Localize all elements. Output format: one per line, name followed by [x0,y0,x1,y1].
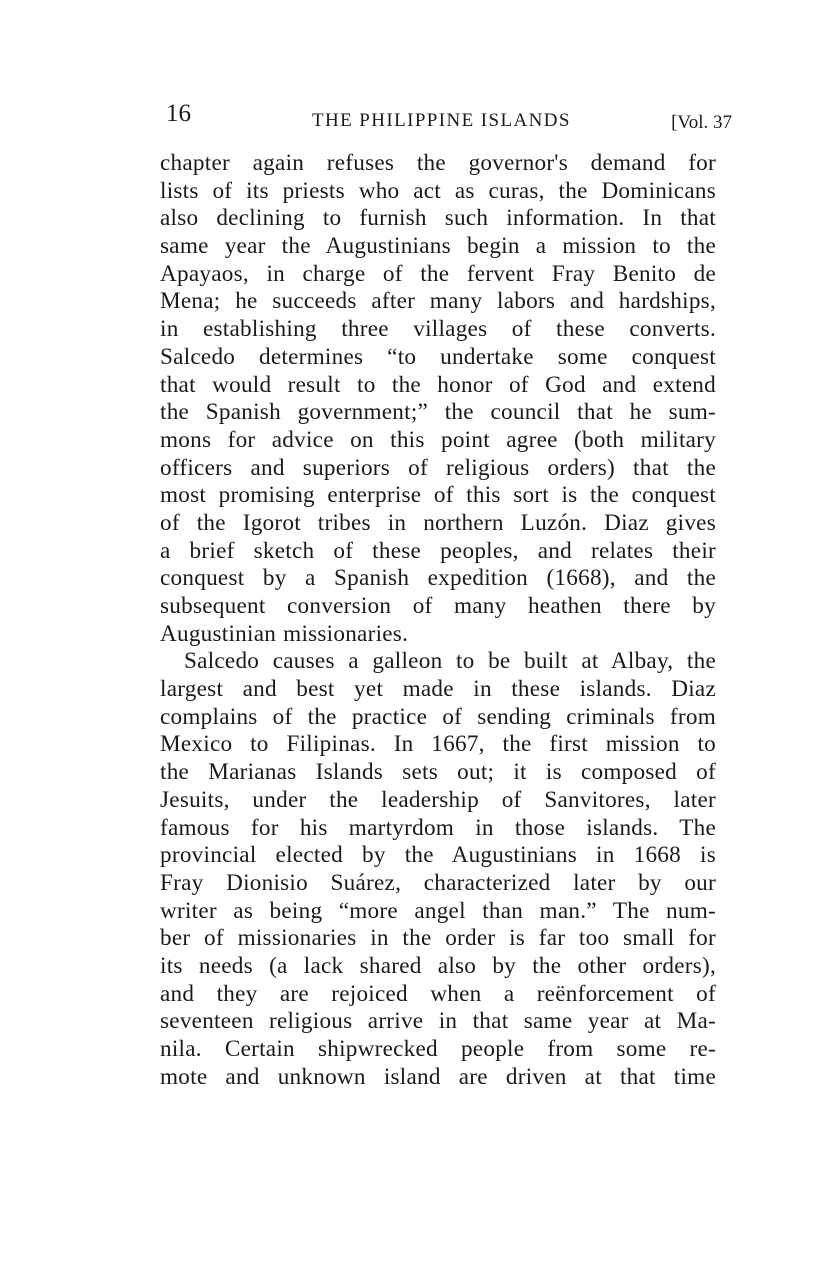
text-line: Augustinian missionaries. [160,620,409,647]
running-header [166,100,732,136]
text-line: a brief sketch of these peoples, and relates their [160,537,716,564]
text-line: most promising enterprise of this sort is the conquest [160,482,716,509]
text-line: ber of missionaries in the order is far too small for [160,925,716,952]
volume-label: [Vol. 37 [671,112,732,133]
text-line: famous for his martyrdom in those islands. The [160,814,716,841]
text-line: in establishing three villages of these converts. [160,316,716,343]
text-line: writer as being “more angel than man.” The num- [160,897,716,924]
text-line: that would result to the honor of God and extend [160,371,716,398]
text-line: mons for advice on this point agree (both military [160,426,716,453]
text-line: Mena; he succeeds after many labors and hardships, [160,288,716,315]
text-line: complains of the practice of sending criminals from [160,703,716,730]
text-line: subsequent conversion of many heathen there by [160,593,716,619]
paragraph-1 [160,150,716,648]
text-line: officers and superiors of religious orders) that the [160,454,716,481]
page-number: 16 [166,100,191,127]
text-line: same year the Augustinians begin a mission to the [160,233,716,260]
text-line: Fray Dionisio Suárez, characterized later by our [160,869,716,896]
text-line: nila. Certain shipwrecked people from some re- [160,1036,716,1062]
text-line: its needs (a lack shared also by the other orders), [160,952,716,979]
text-line: Mexico to Filipinas. In 1667, the first mission to [160,731,716,758]
text-line: mote and unknown island are driven at that time [160,1063,716,1090]
text-line: lists of its priests who act as curas, the Dominicans [160,177,716,204]
text-line: also declining to furnish such information. In that [160,205,716,232]
text-line: provincial elected by the Augustinians in 1668 is [160,842,716,869]
body-text [160,150,716,1091]
text-line: largest and best yet made in these islands. Diaz [160,676,716,703]
text-line: chapter again refuses the governor's demand for [160,150,716,176]
text-line: Jesuits, under the leadership of Sanvitores, later [160,786,716,813]
text-line: Salcedo determines “to undertake some conquest [160,343,716,370]
text-line: conquest by a Spanish expedition (1668), and the [160,565,716,592]
text-line: Salcedo causes a galleon to be built at Albay, the [184,648,716,675]
text-line: the Spanish government;” the council that he sum- [160,399,716,426]
paragraph-2 [160,648,716,1091]
text-line: Apayaos, in charge of the fervent Fray Benito de [160,260,716,287]
running-title: THE PHILIPPINE ISLANDS [312,110,571,131]
text-line: of the Igorot tribes in northern Luzón. Diaz gives [160,509,716,536]
text-line: seventeen religious arrive in that same year at Ma- [160,1008,716,1035]
text-line: and they are rejoiced when a reënforcement of [160,980,716,1007]
text-line: the Marianas Islands sets out; it is composed of [160,759,716,786]
